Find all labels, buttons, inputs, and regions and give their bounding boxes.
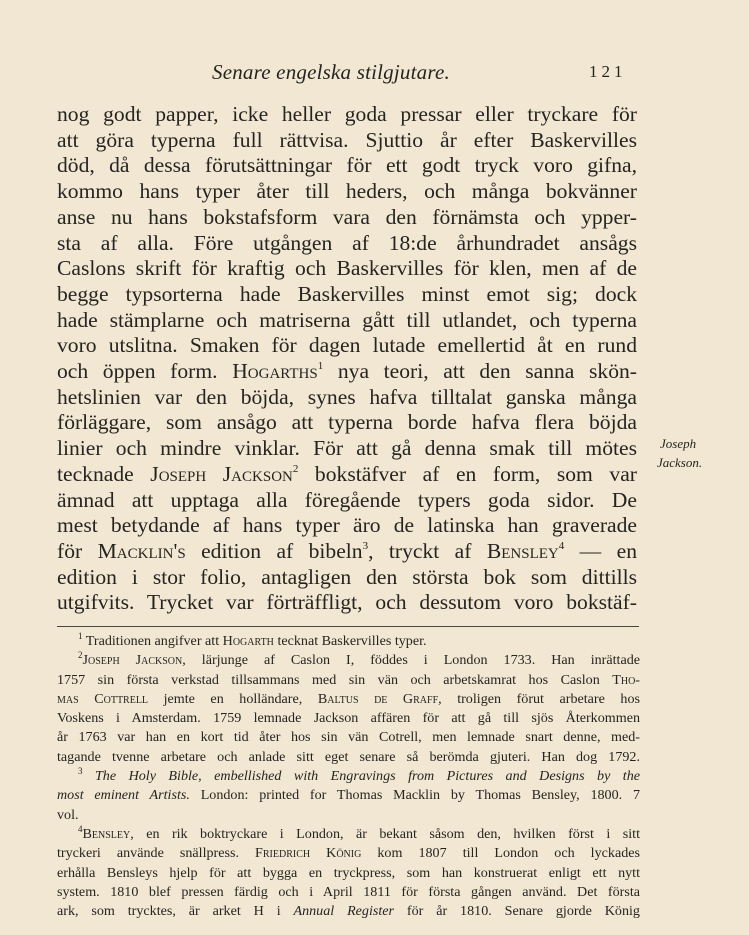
text-run: tryckeri använde snällpress. bbox=[57, 845, 239, 862]
footnote-line bbox=[57, 632, 640, 651]
margin-note-line: Joseph bbox=[660, 436, 697, 451]
body-line: ämnad att upptaga alla föregående typers goda sidor. De bbox=[57, 487, 637, 512]
body-line: död, då dessa förutsättningar för ett godt tryck voro gifna, bbox=[57, 153, 637, 178]
footnote-line bbox=[57, 690, 640, 709]
text-run: tecknat Baskervilles typer. bbox=[277, 633, 427, 649]
footnote-line bbox=[57, 902, 640, 921]
text-run: bokstäfver af en form, som var bbox=[314, 461, 637, 486]
text-run: ark, som trycktes, är arket H i bbox=[57, 903, 281, 920]
person-name: Hogarths bbox=[232, 359, 318, 384]
person-name: Friedrich König bbox=[255, 845, 362, 862]
text-run: kom 1807 till London och lyckades bbox=[377, 845, 640, 862]
footnote-line: erhålla Bensleys hjelp för att bygga en tryckpress, som han konstruerat enligt ett nytt bbox=[57, 864, 640, 881]
running-title: Senare engelska stilgjutare. bbox=[212, 60, 450, 84]
text-run: , troligen förut arbetare hos bbox=[438, 690, 640, 707]
body-line: anse nu hans bokstafsform vara den förnämsta och ypper- bbox=[57, 204, 637, 229]
footnote-line bbox=[57, 671, 640, 690]
footnote-number: 4 bbox=[78, 823, 83, 834]
text-run: och öppen form. bbox=[57, 359, 218, 384]
text-run: för år 1810. Senare gjorde König bbox=[406, 903, 640, 920]
person-name: Baltus de Graff bbox=[317, 690, 439, 707]
footnote-line bbox=[57, 767, 640, 786]
text-run: London: printed for Thomas Macklin by Thomas Bensley, 1800. 7 bbox=[200, 787, 640, 804]
text-run: Traditionen angifver att bbox=[85, 633, 220, 649]
margin-note bbox=[657, 434, 703, 472]
footnote-line bbox=[57, 844, 640, 863]
footnote-line: system. 1810 blef pressen färdig och i April 1811 för första gången använd. Det första bbox=[57, 883, 640, 900]
footnotes bbox=[57, 632, 640, 921]
person-name: Joseph Jackson bbox=[82, 652, 183, 669]
text-run: nya teori, att den sanna skön- bbox=[337, 359, 637, 384]
person-name: Bensley bbox=[486, 538, 559, 563]
footnote-line: år 1763 var han en kort tid åter hos sin vän Cotrell, men lemnade snart denne, med- bbox=[57, 729, 640, 746]
footnote-line: tagande tvenne arbetare och anlade sitt eget senare så berömda gjuteri. Han dog 1792. bbox=[57, 748, 640, 765]
person-name: Tho- bbox=[612, 671, 640, 688]
text-run: , en rik boktryckare i London, är bekant såsom den, hvilken först i sitt bbox=[130, 825, 640, 842]
footnote-ref: 2 bbox=[292, 462, 299, 475]
body-line: begge typsorterna hade Baskervilles minst emot sig; dock bbox=[57, 281, 637, 306]
person-name: Bensley bbox=[82, 825, 131, 842]
body-line: nog godt papper, icke heller goda pressar eller tryckare för bbox=[57, 102, 637, 126]
body-line: sta af alla. Före utgången af 18:de århundradet ansågs bbox=[57, 230, 637, 255]
text-run: , lärjunge af Caslon I, föddes i London 1733. Han inrättade bbox=[182, 652, 640, 669]
body-line: hade stämplarne och matriserna gått till utlandet, och typerna bbox=[57, 307, 637, 332]
footnote-line bbox=[57, 651, 640, 670]
book-title: Annual Register bbox=[293, 903, 395, 920]
body-line: Caslons skrift för kraftig och Baskervilles för klen, men af de bbox=[57, 256, 637, 281]
footnote-ref: 1 bbox=[317, 360, 324, 373]
person-name: Hogarth bbox=[222, 633, 274, 649]
text-run: , tryckt af bbox=[368, 538, 472, 563]
text-run: för bbox=[57, 538, 83, 563]
body-line: edition i stor folio, antagligen den största bok som dittills bbox=[57, 564, 637, 589]
body-line: voro utslitna. Smaken för dagen lutade emellertid åt en rund bbox=[57, 333, 637, 358]
text-run: tecknade bbox=[57, 461, 134, 486]
footnote-number: 1 bbox=[78, 631, 83, 641]
body-line: mest betydande af hans typer äro de latinska han graverade bbox=[57, 513, 637, 538]
book-title: The Holy Bible, embellished with Engravings from Pictures and Designs by the bbox=[94, 768, 640, 785]
footnote-rule bbox=[57, 626, 639, 627]
text-run: 1757 sin första verkstad tillsammans med sin vän och arbetskamrat hos Caslon bbox=[57, 671, 600, 688]
footnote-ref: 3 bbox=[362, 539, 369, 552]
text-run: edition af bibeln bbox=[201, 538, 363, 563]
text-run: jemte en holländare, bbox=[163, 690, 303, 707]
body-line: linier och mindre vinklar. För att gå denna smak till mötes bbox=[57, 436, 637, 461]
text-run: — en bbox=[579, 538, 638, 563]
body-line bbox=[57, 462, 637, 488]
body-line: hetslinien var den böjda, synes hafva tilltalat ganska många bbox=[57, 384, 637, 409]
running-head bbox=[0, 60, 749, 88]
footnote-number: 2 bbox=[78, 650, 83, 661]
margin-note-line: Jackson. bbox=[657, 455, 703, 470]
body-line: att göra typerna full rättvisa. Sjuttio år efter Baskervilles bbox=[57, 127, 637, 152]
person-name: Joseph Jackson bbox=[150, 461, 293, 486]
book-title: most eminent Artists. bbox=[57, 787, 190, 804]
body-line: utgifvits. Trycket var förträffligt, och dessutom voro bokstäf- bbox=[57, 590, 637, 615]
footnote-ref: 4 bbox=[558, 539, 565, 552]
body-text bbox=[57, 102, 637, 616]
footnote-line: Voskens i Amsterdam. 1759 lemnade Jackson affären för att gå till sjös Återkommen bbox=[57, 710, 640, 727]
person-name: Macklin's bbox=[97, 538, 186, 563]
body-line: förläggare, som ansågo att typerna borde hafva flera böjda bbox=[57, 410, 637, 435]
body-line: kommo hans typer åter till heders, och många bokvänner bbox=[57, 179, 637, 204]
footnote-line bbox=[57, 786, 640, 805]
footnote-line: vol. bbox=[57, 806, 79, 823]
body-line bbox=[57, 539, 637, 565]
footnote-line bbox=[57, 825, 640, 844]
body-line bbox=[57, 359, 637, 385]
footnote-number: 3 bbox=[78, 766, 83, 777]
page-number: 121 bbox=[589, 62, 627, 81]
person-name: mas Cottrell bbox=[57, 690, 149, 707]
